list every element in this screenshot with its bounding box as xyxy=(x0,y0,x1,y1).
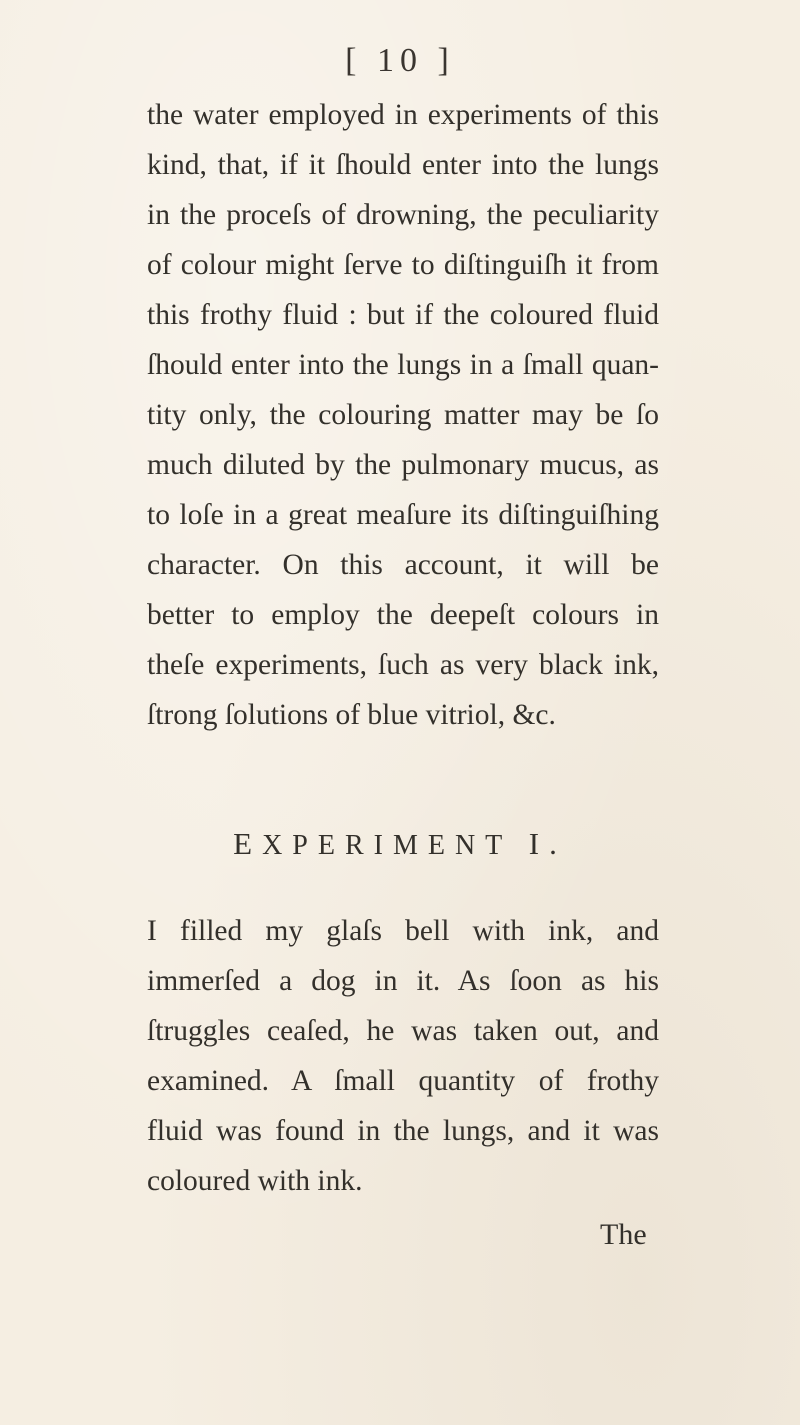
text-line: much diluted by the pulmonary mucus, as xyxy=(147,449,659,481)
text-line: ſtruggles ceaſed, he was taken out, and xyxy=(147,1015,659,1047)
text-line: the water employed in experiments of this xyxy=(147,99,659,131)
text-line: in the proceſs of drowning, the peculiarity xyxy=(147,199,659,231)
text-line: character. On this account, it will be xyxy=(147,549,659,581)
text-line: to loſe in a great meaſure its diſtinguiſhing xyxy=(147,499,659,531)
text-line: kind, that, if it ſhould enter into the lungs xyxy=(147,149,659,181)
text-line: theſe experiments, ſuch as very black ink, xyxy=(147,649,659,681)
heading-numeral: I. xyxy=(528,826,567,861)
text-line: better to employ the deepeſt colours in xyxy=(147,599,659,631)
text-line: fluid was found in the lungs, and it was xyxy=(147,1115,659,1147)
page-number: [ 10 ] xyxy=(345,42,455,79)
text-line: I filled my glaſs bell with ink, and xyxy=(147,915,659,947)
text-line: tity only, the colouring matter may be ſo xyxy=(147,399,659,431)
catchword: The xyxy=(600,1218,647,1251)
heading-initial: E xyxy=(233,826,263,861)
text-line: of colour might ſerve to diſtinguiſh it from xyxy=(147,249,659,281)
text-line: coloured with ink. xyxy=(147,1165,363,1197)
text-line: examined. A ſmall quantity of frothy xyxy=(147,1065,659,1097)
text-line: ſhould enter into the lungs in a ſmall quan- xyxy=(147,349,659,381)
section-heading xyxy=(0,826,800,862)
text-line: this frothy fluid : but if the coloured fluid xyxy=(147,299,659,331)
text-line: immerſed a dog in it. As ſoon as his xyxy=(147,965,659,997)
heading-word: XPERIMENT xyxy=(262,830,512,861)
text-line: ſtrong ſolutions of blue vitriol, &c. xyxy=(147,699,556,731)
